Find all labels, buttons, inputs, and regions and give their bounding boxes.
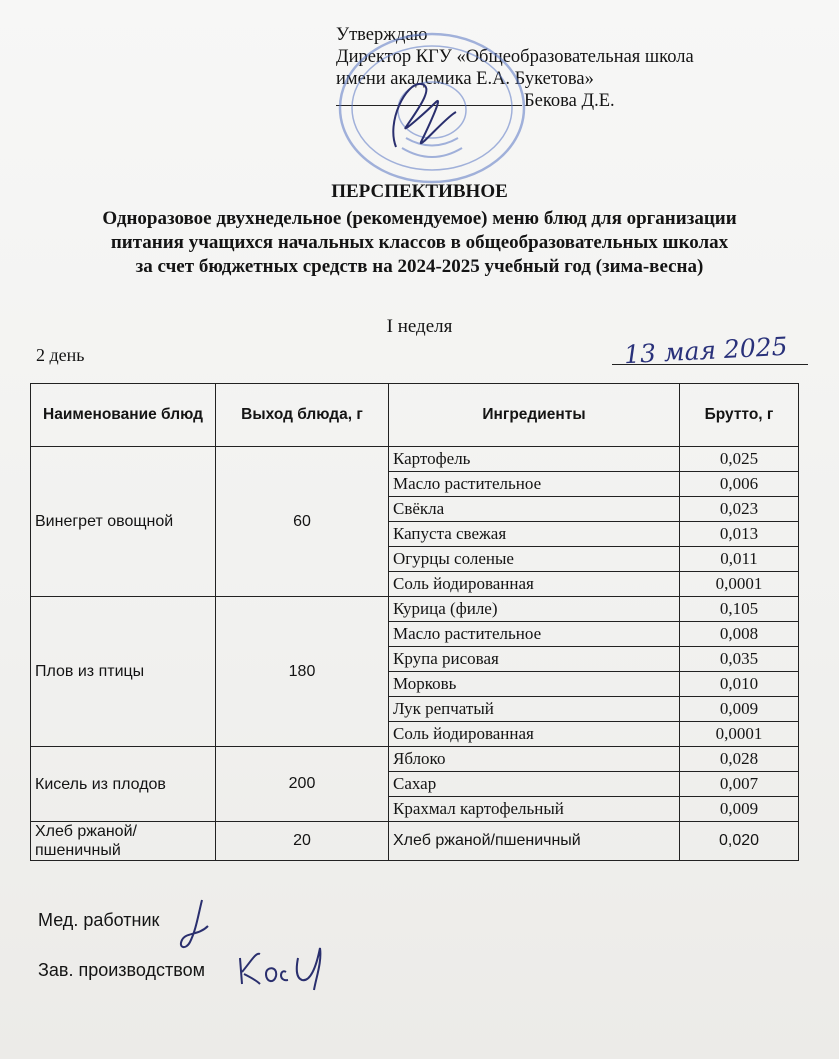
ingredient-gross: 0,009 <box>680 797 799 822</box>
ingredient-name: Яблоко <box>389 747 680 772</box>
ingredient-gross: 0,0001 <box>680 722 799 747</box>
dish-name: Плов из птицы <box>31 597 216 747</box>
dish-yield: 180 <box>216 597 389 747</box>
dish-yield: 20 <box>216 822 389 861</box>
table-header-row <box>31 384 799 447</box>
ingredient-gross: 0,0001 <box>680 572 799 597</box>
production-head-signature <box>230 938 340 998</box>
med-worker-label: Мед. работник <box>38 910 160 930</box>
header-dish-name: Наименование блюд <box>31 384 216 447</box>
header-yield: Выход блюда, г <box>216 384 389 447</box>
date-underline <box>612 364 808 365</box>
ingredient-name: Курица (филе) <box>389 597 680 622</box>
ingredient-name: Сахар <box>389 772 680 797</box>
ingredient-name: Хлеб ржаной/пшеничный <box>389 822 680 861</box>
ingredient-name: Соль йодированная <box>389 572 680 597</box>
med-worker-signature <box>168 896 218 956</box>
ingredient-gross: 0,020 <box>680 822 799 861</box>
ingredient-gross: 0,025 <box>680 447 799 472</box>
approve-label: Утверждаю <box>336 25 428 45</box>
ingredient-name: Масло растительное <box>389 472 680 497</box>
handwritten-date: 13 мая 2025 <box>623 331 789 370</box>
ingredient-gross: 0,013 <box>680 522 799 547</box>
round-stamp <box>332 28 532 188</box>
document-title: ПЕРСПЕКТИВНОЕ <box>331 181 508 202</box>
week-label: I неделя <box>386 316 453 337</box>
ingredient-gross: 0,023 <box>680 497 799 522</box>
day-label: 2 день <box>36 345 85 365</box>
ingredient-gross: 0,028 <box>680 747 799 772</box>
ingredient-name: Масло растительное <box>389 622 680 647</box>
ingredient-name: Свёкла <box>389 497 680 522</box>
director-line-2: имени академика Е.А. Букетова» <box>336 69 594 89</box>
ingredient-name: Крупа рисовая <box>389 647 680 672</box>
table-row <box>31 747 799 772</box>
subtitle-line-2: питания учащихся начальных классов в общеобразовательных школах <box>110 232 729 253</box>
ingredient-gross: 0,009 <box>680 697 799 722</box>
ingredient-gross: 0,105 <box>680 597 799 622</box>
dish-name: Винегрет овощной <box>31 447 216 597</box>
director-name: Бекова Д.Е. <box>524 91 615 111</box>
header-ingredients: Ингредиенты <box>389 384 680 447</box>
ingredient-gross: 0,007 <box>680 772 799 797</box>
ingredient-gross: 0,035 <box>680 647 799 672</box>
ingredient-name: Крахмал картофельный <box>389 797 680 822</box>
dish-name: Кисель из плодов <box>31 747 216 822</box>
ingredient-gross: 0,006 <box>680 472 799 497</box>
ingredient-name: Капуста свежая <box>389 522 680 547</box>
ingredient-gross: 0,011 <box>680 547 799 572</box>
table-row <box>31 597 799 622</box>
director-line-1: Директор КГУ «Общеобразовательная школа <box>336 47 694 67</box>
subtitle-line-1: Одноразовое двухнедельное (рекомендуемое) меню блюд для организации <box>102 208 737 229</box>
ingredient-name: Картофель <box>389 447 680 472</box>
ingredient-name: Морковь <box>389 672 680 697</box>
production-head-label: Зав. производством <box>38 960 205 980</box>
ingredient-gross: 0,010 <box>680 672 799 697</box>
table-row <box>31 822 799 861</box>
ingredient-name: Соль йодированная <box>389 722 680 747</box>
table-row <box>31 447 799 472</box>
ingredient-name: Лук репчатый <box>389 697 680 722</box>
dish-yield: 60 <box>216 447 389 597</box>
dish-name: Хлеб ржаной/ пшеничный <box>31 822 216 861</box>
subtitle-line-3: за счет бюджетных средств на 2024-2025 учебный год (зима-весна) <box>135 256 704 277</box>
header-gross: Брутто, г <box>680 384 799 447</box>
ingredient-gross: 0,008 <box>680 622 799 647</box>
ingredient-name: Огурцы соленые <box>389 547 680 572</box>
dish-yield: 200 <box>216 747 389 822</box>
menu-table <box>30 383 799 861</box>
document-subtitle <box>0 207 839 279</box>
